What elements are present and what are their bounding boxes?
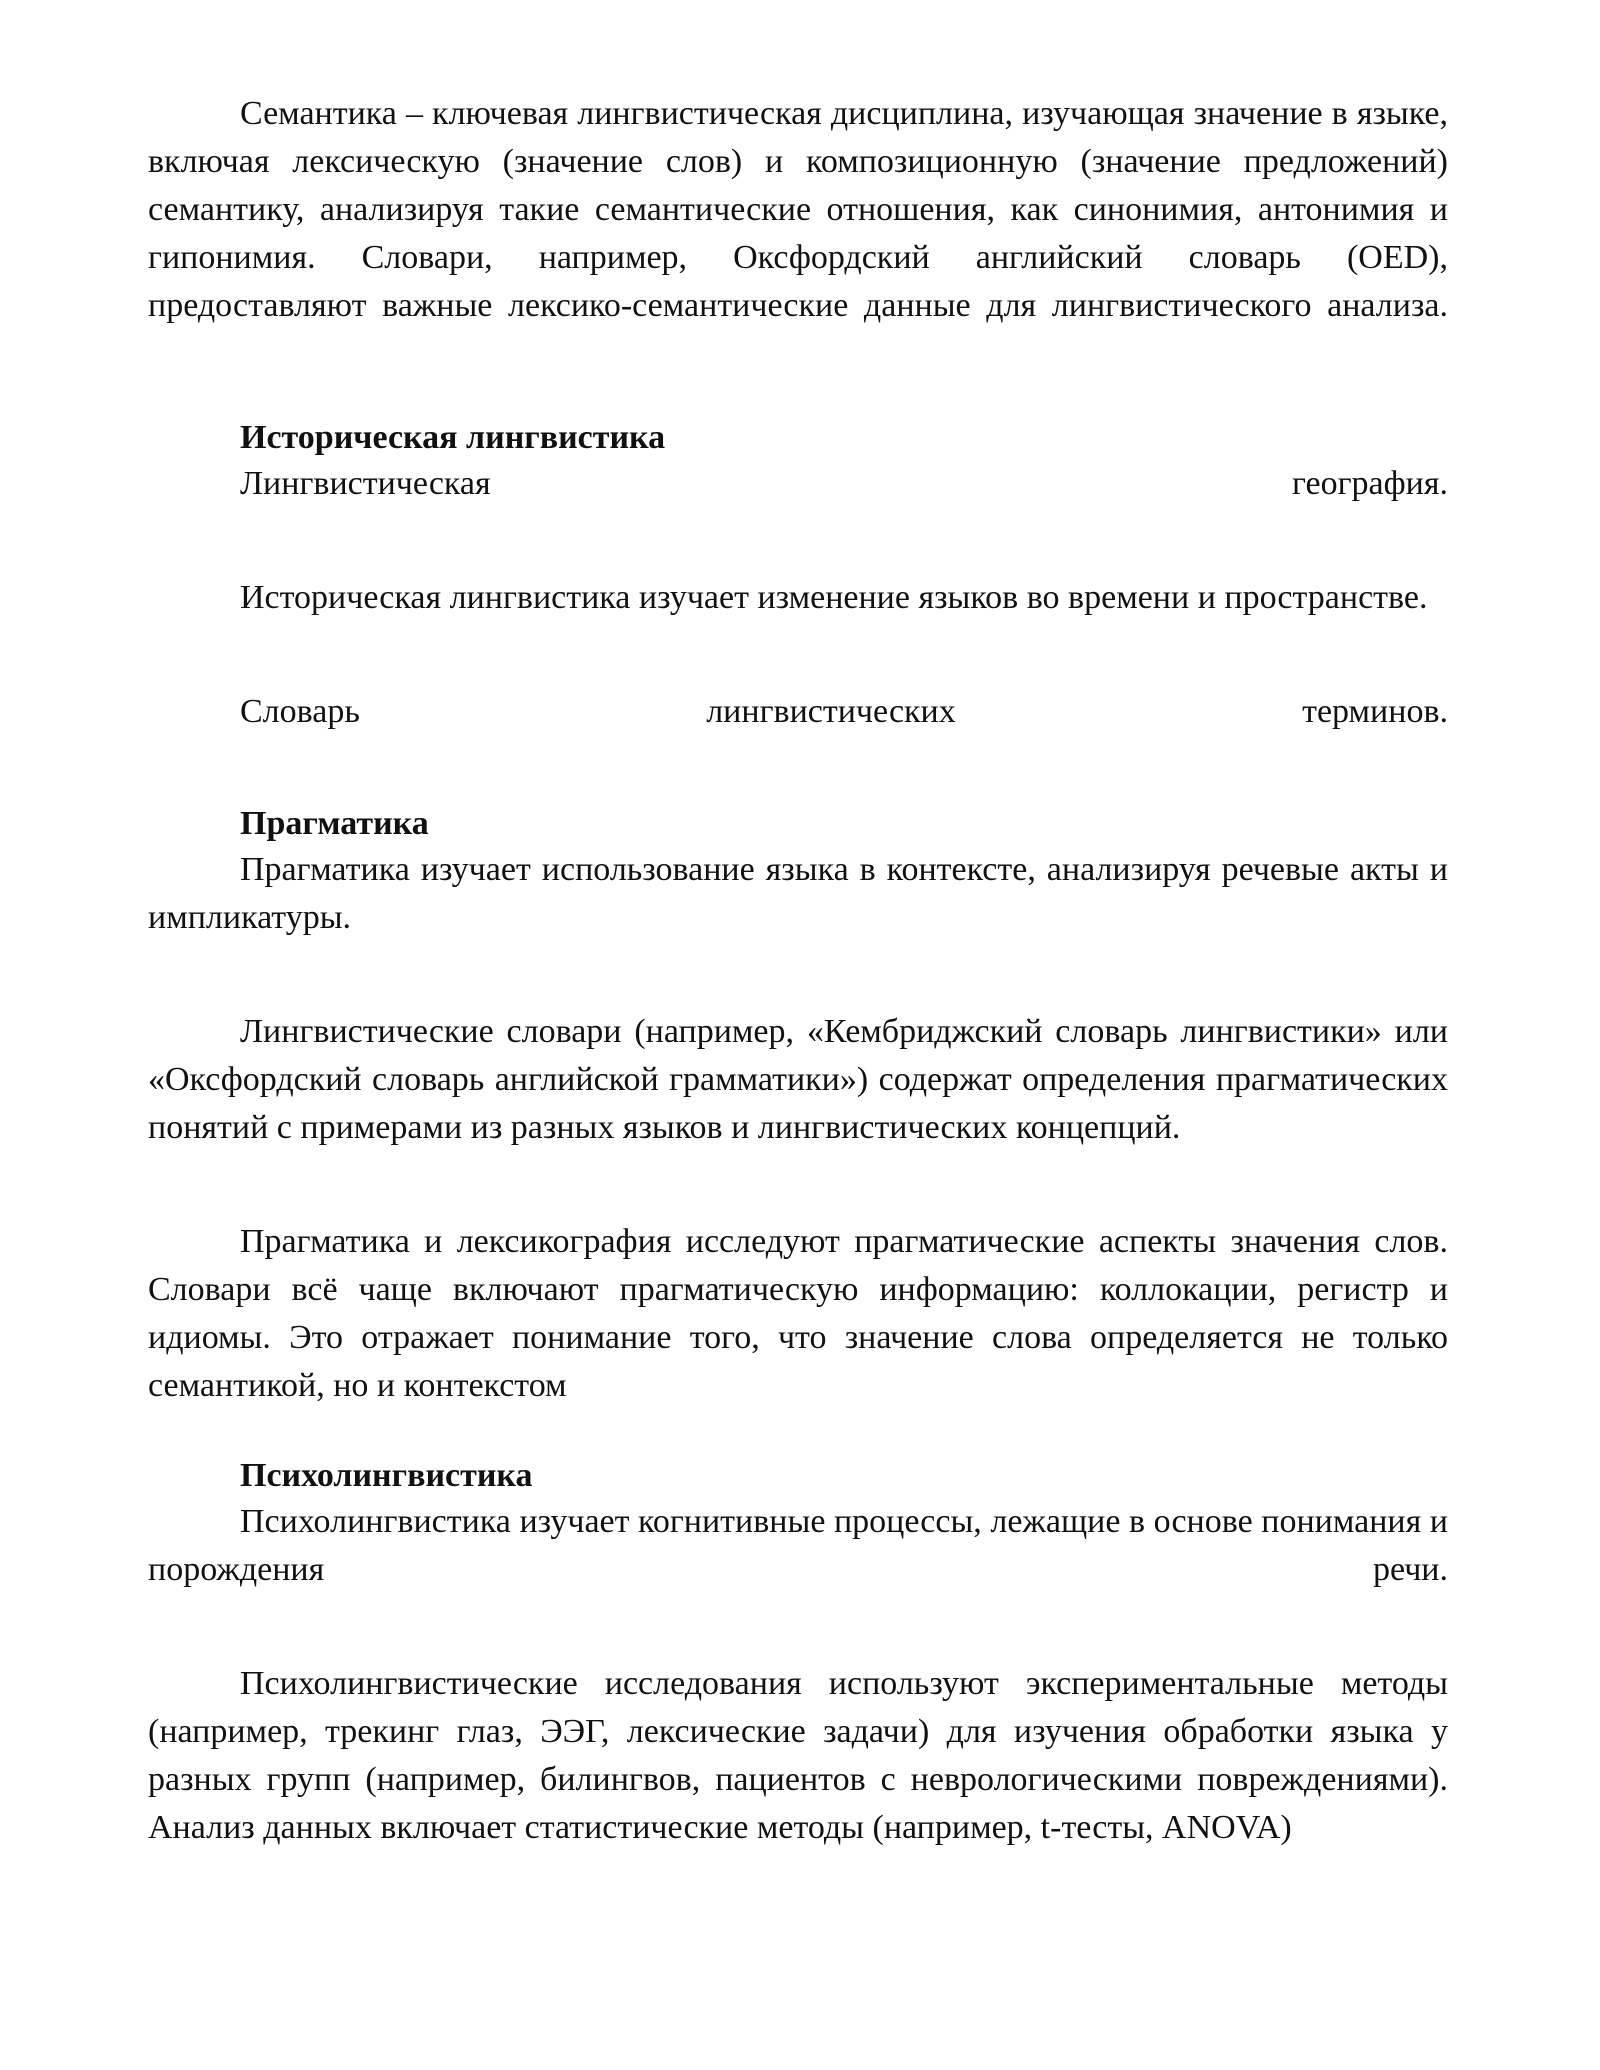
heading-historical-linguistics: Историческая лингвистика: [240, 419, 666, 456]
pragmatics-lexicography-paragraph: Прагматика и лексикография исследуют прагматические аспекты значения слов. Словари всё чаще включают прагматическую информацию: коллокации, регистр и идиомы. Это отражает понимание того, что значение слова определяется не только семантикой, но и контекстом: [148, 1223, 1448, 1404]
psycholinguistics-intro-paragraph: Психолингвистика изучает когнитивные процессы, лежащие в основе понимания и порождения речи.: [148, 1503, 1448, 1588]
heading-pragmatics: Прагматика: [240, 805, 429, 842]
heading-psycholinguistics: Психолингвистика: [240, 1457, 533, 1494]
document-page: [148, 90, 1448, 1852]
semantics-paragraph: Семантика – ключевая лингвистическая дисциплина, изучающая значение в языке, включая лексическую (значение слов) и композиционную (значение предложений) семантику, анализируя такие семантические отношения, как синонимия, антонимия и гипонимия. Словари, например, Оксфордский английский словарь (OED), предоставляют важные лексико-семантические данные для лингвистического анализа.: [148, 95, 1448, 324]
linguistic-geography-paragraph: Лингвистическая география.: [240, 465, 1448, 502]
pragmatics-dictionaries-paragraph: Лингвистические словари (например, «Кембриджский словарь лингвистики» или «Оксфордский словарь английской грамматики») содержат определения прагматических понятий с примерами из разных языков и лингвистических концепций.: [148, 1013, 1448, 1146]
psycholinguistics-methods-paragraph: Психолингвистические исследования используют экспериментальные методы (например, трекинг глаз, ЭЭГ, лексические задачи) для изучения обработки языка у разных групп (например, билингвов, пациентов с неврологическими повреждениями). Анализ данных включает статистические методы (например, t-тесты, ANOVA): [148, 1665, 1448, 1846]
historical-linguistics-paragraph: Историческая лингвистика изучает изменение языков во времени и пространстве.: [240, 579, 1428, 616]
dictionary-terms-paragraph: Словарь лингвистических терминов.: [240, 693, 1448, 730]
pragmatics-intro-paragraph: Прагматика изучает использование языка в контексте, анализируя речевые акты и импликатуры.: [148, 851, 1448, 936]
